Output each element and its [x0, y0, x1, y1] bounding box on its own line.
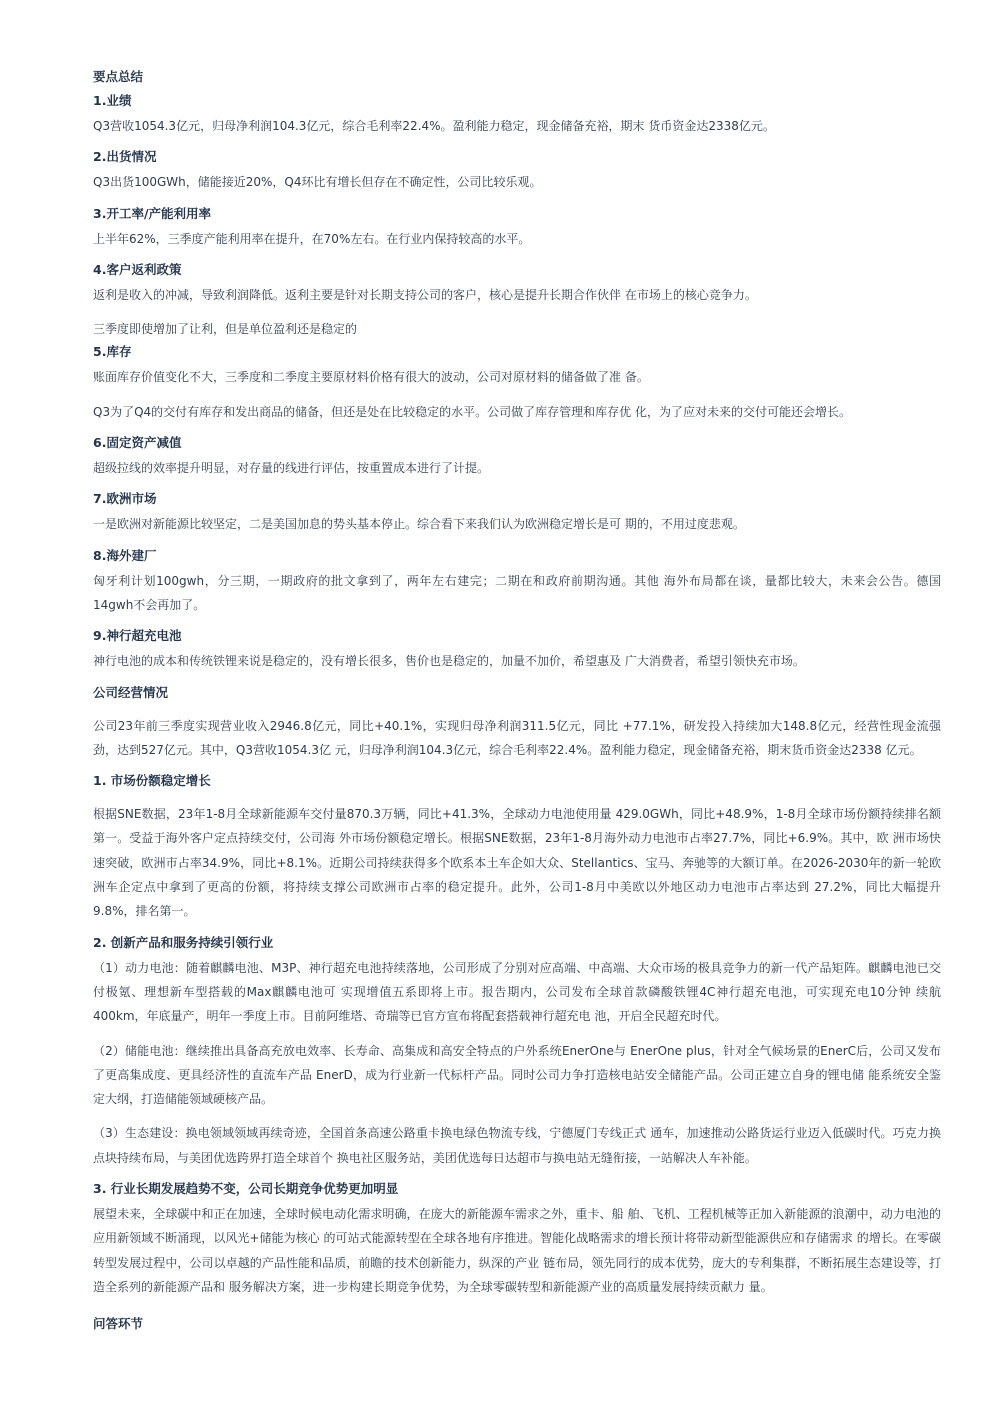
- summary-paragraph: 账面库存价值变化不大，三季度和二季度主要原材料价格有很大的波动，公司对原材料的储备做了准 备。: [93, 370, 649, 385]
- operations-paragraph: （2）储能电池：继续推出具备高充放电效率、长寿命、高集成和高安全特点的户外系统EnerOne与 EnerOne plus，针对全气候场景的EnerC后，公司又发布了更高集成度、更具经济性的直流车产品 EnerD，成为行业新一代标杆产品。同时公司力争打造核电站安全储能产品。公司正建立自身的锂电储 能系统安全鉴定大纲，打造储能领域硬核产品。: [93, 1043, 941, 1107]
- summary-paragraph: 超级拉线的效率提升明显，对存量的线进行评估，按重置成本进行了计提。: [93, 461, 490, 476]
- summary-paragraph: Q3出货100GWh，储能接近20%，Q4环比有增长但存在不确定性，公司比较乐观。: [93, 175, 542, 190]
- summary-item-7: [93, 490, 941, 536]
- operations-heading: 2. 创新产品和服务持续引领行业: [93, 934, 274, 950]
- operations-heading: 3. 行业长期发展趋势不变，公司长期竞争优势更加明显: [93, 1181, 399, 1197]
- summary-heading: 7.欧洲市场: [93, 491, 157, 507]
- summary-item-4: [93, 261, 941, 342]
- operations-paragraph: （3）生态建设：换电领域领域再续奇迹，全国首条高速公路重卡换电绿色物流专线，宁德厦门专线正式 通车，加速推动公路货运行业迈入低碳时代。巧克力换点块持续布局，与美团优选跨界打造全球首个 换电社区服务站，美团优选每日达超市与换电站无缝衔接，一站解决人车补能。: [93, 1126, 941, 1165]
- summary-paragraph: 上半年62%，三季度产能利用率在提升，在70%左右。在行业内保持较高的水平。: [93, 231, 531, 246]
- summary-heading: 3.开工率/产能利用率: [93, 205, 212, 221]
- summary-item-9: [93, 627, 941, 673]
- operations-title: 公司经营情况: [93, 684, 169, 700]
- operations-paragraph: 展望未来，全球碳中和正在加速，全球时候电动化需求明确，在庞大的新能源车需求之外，重卡、船 舶、飞机、工程机械等正加入新能源的浪潮中，动力电池的应用新领域不断涌现，以风光+储能为核心 的可站式能源转型在全球各地有序推进。智能化战略需求的增长预计将带动新型能源供应和存储需求 的增长。在零碳转型发展过程中，公司以卓越的产品性能和品质，前瞻的技术创新能力，纵深的产业 链布局，领先同行的成本优势，庞大的专利集群，不断拓展生态建设等，打造全系列的新能源产品和 服务解决方案，进一步构建长期竞争优势，为全球零碳转型和新能源产业的高质量发展持续贡献力 量。: [93, 1207, 941, 1294]
- summary-paragraph: 匈牙利计划100gwh，分三期，一期政府的批文拿到了，两年左右建完；二期在和政府前期沟通。其他 海外布局都在谈，量都比较大，未来会公告。德国14gwh不会再加了。: [93, 573, 941, 612]
- summary-item-2: [93, 148, 941, 194]
- summary-heading: 8.海外建厂: [93, 547, 157, 563]
- summary-heading: 9.神行超充电池: [93, 628, 182, 644]
- summary-item-5: [93, 343, 941, 424]
- summary-heading: 1.业绩: [93, 93, 132, 108]
- operations-section-2: [93, 934, 941, 1170]
- summary-paragraph: Q3为了Q4的交付有库存和发出商品的储备，但还是处在比较稳定的水平。公司做了库存管理和库存优 化，为了应对未来的交付可能还会增长。: [93, 404, 851, 419]
- operations-heading: 1. 市场份额稳定增长: [93, 773, 211, 789]
- operations-paragraph: （1）动力电池：随着麒麟电池、M3P、神行超充电池持续落地，公司形成了分别对应高端、中高端、大众市场的极具竞争力的新一代产品矩阵。麒麟电池已交付极氪、理想新车型搭载的Max麒麟电池可 实现增值五系即将上市。报告期内，公司发布全球首款磷酸铁锂4C神行超充电池，可实现充电10分钟 续航400km，年底量产，明年一季度上市。目前阿维塔、奇瑞等已官方宣布将配套搭载神行超充电 池，开启全民超充时代。: [93, 960, 941, 1024]
- summary-paragraph: 三季度即使增加了让利，但是单位盈利还是稳定的: [93, 322, 358, 337]
- summary-item-6: [93, 434, 941, 480]
- operations-paragraph: 根据SNE数据，23年1-8月全球新能源车交付量870.3万辆，同比+41.3%，全球动力电池使用量 429.0GWh，同比+48.9%，1-8月全球市场份额持续排名额第一。受益于海外客户定点持续交付，公司海 外市场份额稳定增长。根据SNE数据，23年1-8月海外动力电池市占率27.7%，同比+6.9%。其中，欧 洲市场快速突破，欧洲市占率34.9%，同比+8.1%。近期公司持续获得多个欧系本土车企如大众、Stellantics、宝马、奔驰等的大额订单。在2026-2030年的新一轮欧洲车企定点中拿到了更高的份额，将持续支撑公司欧洲市占率的稳定提升。此外，公司1-8月中美欧以外地区动力电池市占率达到 27.2%，同比大幅提升9.8%，排名第一。: [93, 807, 941, 919]
- summary-heading: 6.固定资产减值: [93, 435, 182, 451]
- summary-paragraph: 神行电池的成本和传统铁锂来说是稳定的，没有增长很多，售价也是稳定的，加量不加价，希望惠及 广大消费者，希望引领快充市场。: [93, 654, 805, 669]
- operations-section-1: [93, 772, 941, 923]
- summary-heading: 2.出货情况: [93, 149, 157, 165]
- summary-title: 要点总结: [93, 69, 144, 84]
- summary-heading: 4.客户返利政策: [93, 261, 182, 277]
- summary-paragraph: 返利是收入的冲减，导致利润降低。返利主要是针对长期支持公司的客户，核心是提升长期合作伙伴 在市场上的核心竞争力。: [93, 287, 757, 302]
- operations-intro: 公司23年前三季度实现营业收入2946.8亿元，同比+40.1%，实现归母净利润311.5亿元，同比 +77.1%，研发投入持续加大148.8亿元，经营性现金流强劲，达到527亿元。其中，Q3营收1054.3亿 元，归母净利润104.3亿元，综合毛利率22.4%。盈利能力稳定，现金储备充裕，期末货币资金达2338 亿元。: [93, 718, 941, 757]
- summary-item-3: [93, 205, 941, 251]
- summary-item-8: [93, 547, 941, 618]
- document-page: [93, 68, 941, 1337]
- summary-heading: 5.库存: [93, 344, 132, 360]
- summary-paragraph: Q3营收1054.3亿元，归母净利润104.3亿元，综合毛利率22.4%。盈利能力稳定，现金储备充裕，期末 货币资金达2338亿元。: [93, 119, 775, 133]
- qa-title: 问答环节: [93, 1316, 144, 1332]
- summary-paragraph: 一是欧洲对新能源比较坚定，二是美国加息的势头基本停止。综合看下来我们认为欧洲稳定增长是可 期的，不用过度悲观。: [93, 517, 745, 532]
- operations-section-3: [93, 1180, 941, 1299]
- summary-item-1: [93, 92, 941, 138]
